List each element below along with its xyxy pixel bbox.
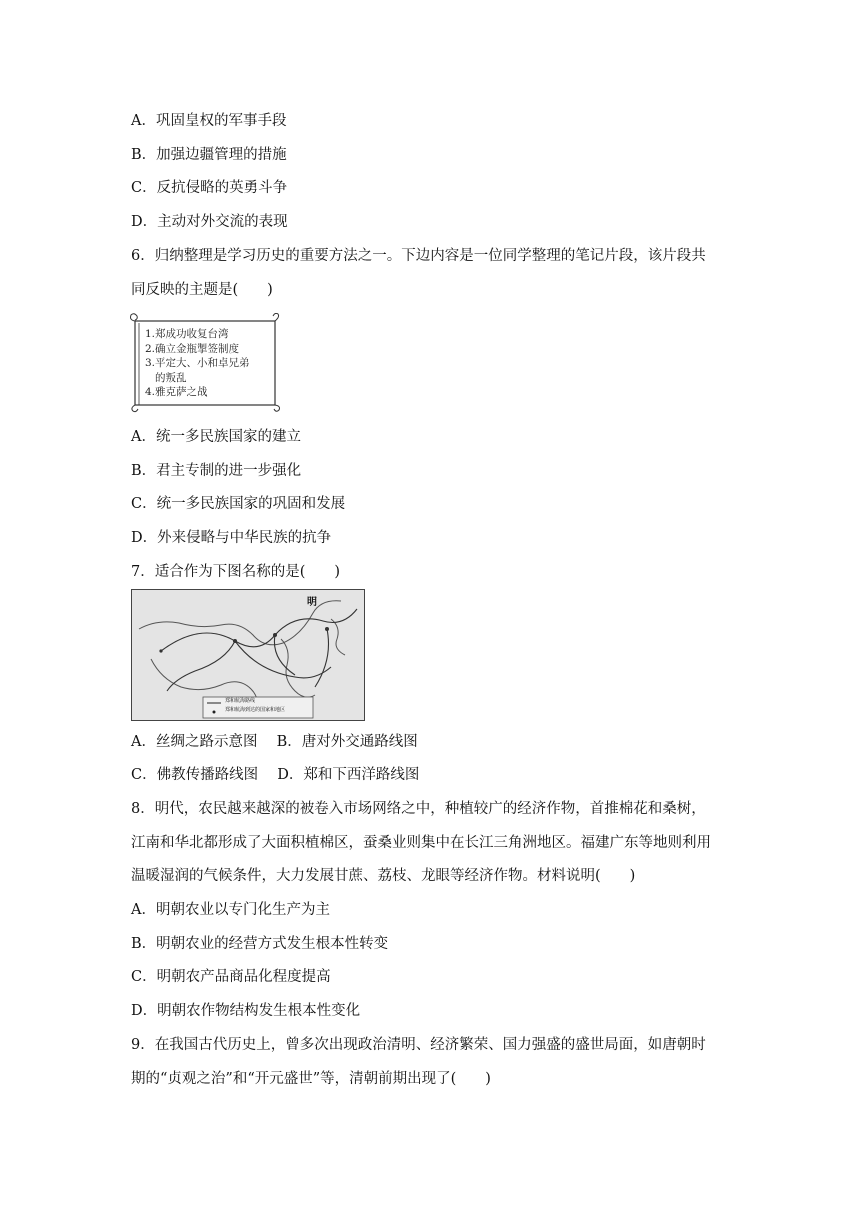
q7-options-line1: A．丝绸之路示意图 B．唐对外交通路线图 (131, 734, 418, 750)
q7-stem: 7．适合作为下图名称的是( ) (131, 564, 341, 580)
note-item: 的叛乱 (155, 371, 187, 384)
voyage-map-image (131, 589, 365, 721)
q6-stem-line2: 同反映的主题是( ) (131, 282, 273, 298)
map-legend-route: 郑和航海路线 (225, 698, 256, 704)
q8-option-a: A．明朝农业以专门化生产为主 (131, 902, 330, 918)
q7-options-line2: C．佛教传播路线图 D．郑和下西洋路线图 (131, 767, 420, 783)
q6-option-d: D．外来侵略与中华民族的抗争 (131, 530, 332, 546)
q8-option-d: D．明朝农作物结构发生根本性变化 (131, 1003, 361, 1019)
q5-option-b: B．加强边疆管理的措施 (131, 147, 287, 163)
note-list (145, 327, 250, 400)
q6-option-c: C．统一多民族国家的巩固和发展 (131, 496, 346, 512)
q6-option-a: A．统一多民族国家的建立 (131, 429, 301, 445)
q8-stem-line1: 8．明代，农民越来越深的被卷入市场网络之中，种植较广的经济作物，首推棉花和桑树， (131, 801, 706, 817)
q6-stem-line1: 6．归纳整理是学习历史的重要方法之一。下边内容是一位同学整理的笔记片段，该片段共 (131, 248, 706, 264)
map-legend-area: 郑和航海到达的国家和地区 (225, 707, 286, 713)
note-item: 1.郑成功收复台湾 (145, 328, 229, 340)
q5-option-a: A．巩固皇权的军事手段 (131, 113, 287, 129)
q9-stem-line1: 9．在我国古代历史上，曾多次出现政治清明、经济繁荣、国力强盛的盛世局面，如唐朝时 (131, 1037, 706, 1053)
q8-stem-line3: 温暖湿润的气候条件，大力发展甘蔗、荔枝、龙眼等经济作物。材料说明( ) (131, 868, 636, 884)
q8-option-c: C．明朝农产品商品化程度提高 (131, 969, 331, 985)
note-item: 4.雅克萨之战 (145, 386, 208, 398)
note-item: 3.平定大、小和卓兄弟 (145, 357, 250, 369)
q5-option-c: C．反抗侵略的英勇斗争 (131, 180, 288, 196)
note-item: 2.确立金瓶掣签制度 (145, 342, 240, 355)
q8-option-b: B．明朝农业的经营方式发生根本性转变 (131, 936, 389, 952)
q6-option-b: B．君主专制的进一步强化 (131, 463, 302, 479)
q8-stem-line2: 江南和华北都形成了大面积植棉区，蚕桑业则集中在长江三角洲地区。福建广东等地则利用 (131, 835, 711, 851)
map-label-ming: 明 (307, 597, 317, 608)
q5-option-d: D．主动对外交流的表现 (131, 214, 288, 230)
q9-stem-line2: 期的“贞观之治”和“开元盛世”等，清朝前期出现了( ) (131, 1071, 491, 1087)
note-scroll-image (129, 313, 281, 413)
